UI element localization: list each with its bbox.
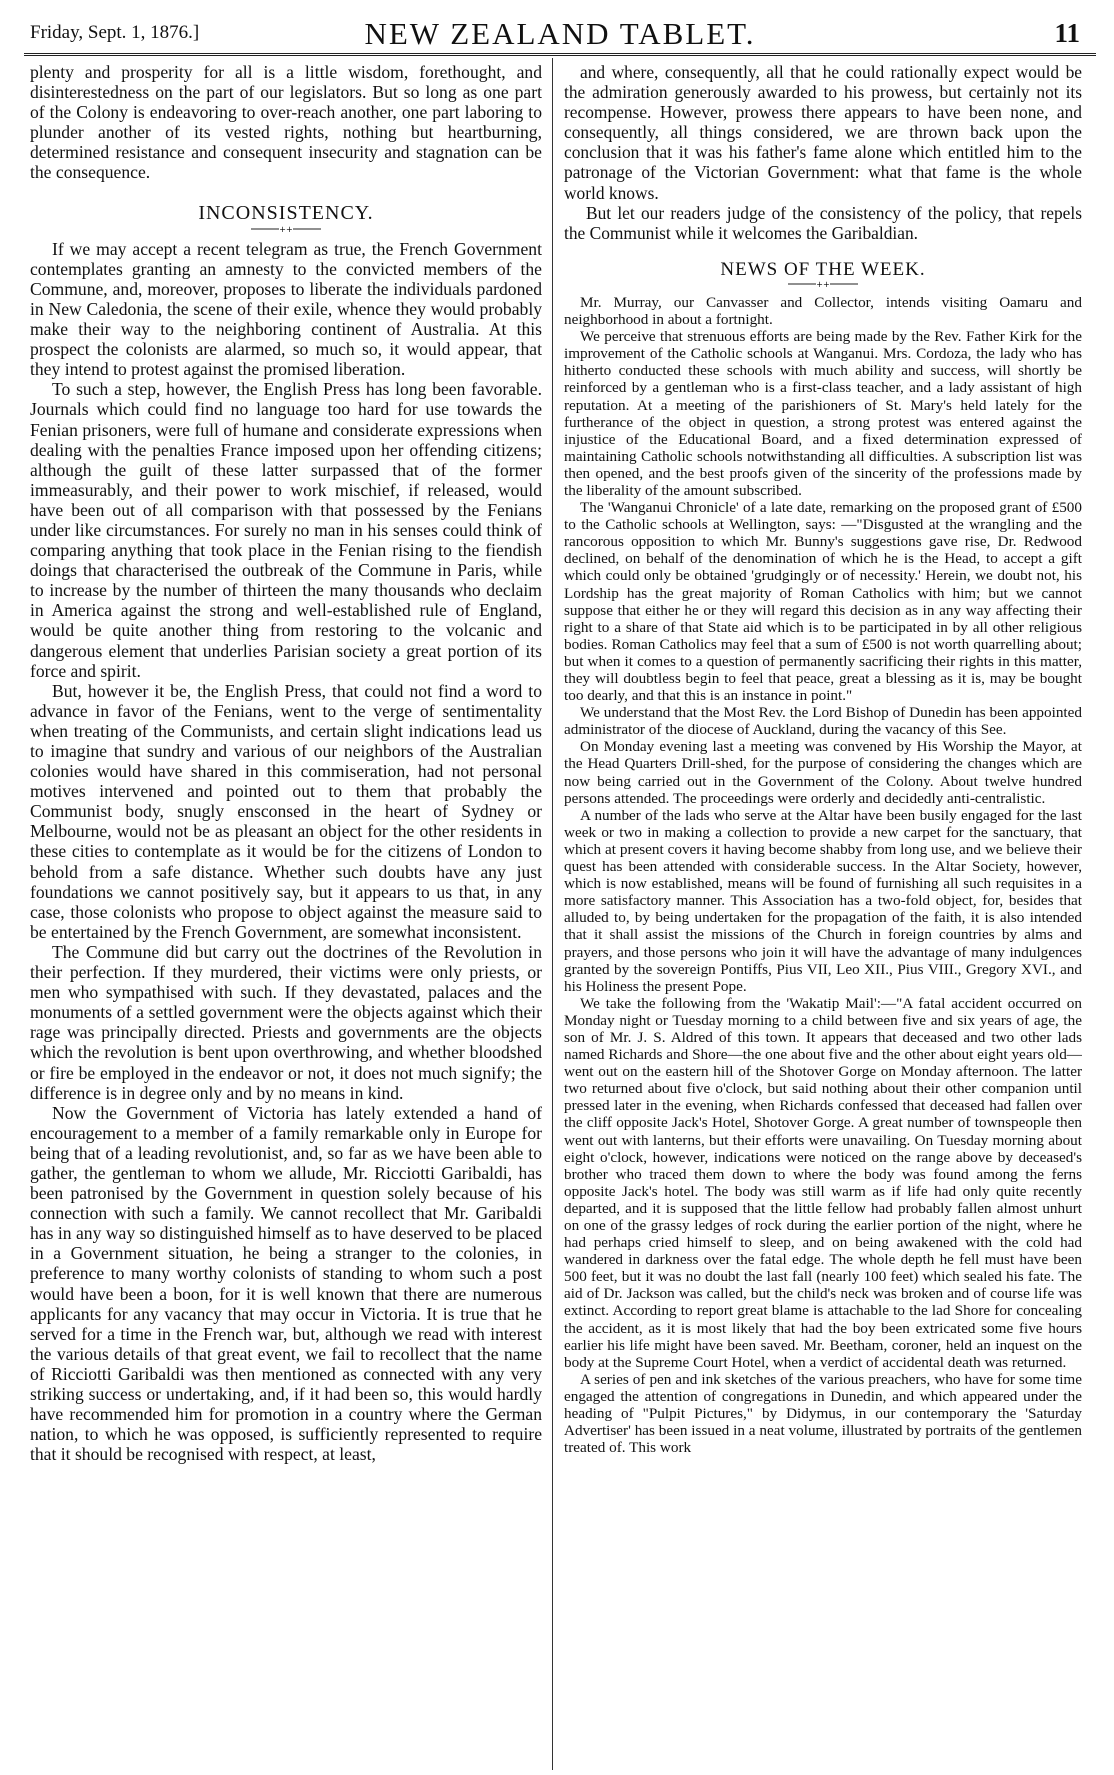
- news-item: The 'Wanganui Chronicle' of a late date, remarking on the proposed grant of £500 to the Catholic schools at Wellington, says: —"Disgusted at the wrangling and the rancorous opposition to which Mr. Bunny's suggestions gave rise, Dr. Redwood declined, on behalf of the denomination of which he is the Head, to accept a gift which could only be obtained 'grudgingly or of necessity.' Herein, we doubt not, his Lordship has the great majority of Roman Catholics with him; but we cannot suppose that either he or they will regard this decision as in any way affecting their right to a share of that State aid which is to be participated in by all other religious bodies. Roman Catholics may feel that a sum of £500 is not worth quarrelling about; but when it comes to a question of permanently sacrificing their rights in this matter, they will doubtless begin to feel that peace, great a blessing as it is, may be bought too dearly, and that this is an instance in point.": [564, 499, 1082, 705]
- article-paragraph: If we may accept a recent telegram as true, the French Government contemplates granting an amnesty to the convicted members of the Commune, and, moreover, proposes to liberate the individuals pardoned in New Caledonia, the scene of their exile, whence they would probably make their way to the neighboring continent of Australia. At this prospect the colonists are alarmed, so much so, it would appear, that they intend to protest against the promised liberation.: [30, 238, 542, 380]
- article-heading: INCONSISTENCY.: [198, 201, 374, 224]
- svg-text:++: ++: [279, 224, 293, 233]
- section-ornament: [788, 280, 858, 288]
- article-paragraph: To such a step, however, the English Press has long been favorable. Journals which could find no language too hard for use towards the Fenian prisoners, were full of humane and considerate expressions when dealing with the penalties France imposed upon her offending citizens; although the guilt of these latter surpassed that of the former immeasurably, and their power to work mischief, if released, would have been out of all comparison with that possessed by the Fenians under like circumstances. For surely no man in his senses could think of comparing anything that took place in the Fenian rising to the fiendish doings that characterised the outbreak of the Commune in Paris, while to increase by the number of thirteen the many thousands who declaim in America against the strong and well-established rule of England, would be quite another thing from restoring to the volcanic and dangerous element that underlies Parisian society a great portion of its force and spirit.: [30, 379, 542, 681]
- page-header: [30, 12, 1090, 52]
- article-paragraph: The Commune did but carry out the doctrines of the Revolution in their perfection. If they murdered, their victims were only priests, or men who sympathised with such. If they devastated, palaces and the monuments of a settled government were the objects against which their rage was principally directed. Priests and governments are the objects which the revolution is bent upon overthrowing, and whether bloodshed or fire be employed in the endeavor or not, it does not much signify; the difference is in degree only and by no means in kind.: [30, 941, 542, 1103]
- issue-date: Friday, Sept. 1, 1876.]: [30, 22, 200, 43]
- news-item: A number of the lads who serve at the Altar have been busily engaged for the last week or two in making a collection to provide a new carpet for the sanctuary, that which at present covers it having become shabby from long use, and we believe their quest has been attended with considerable success. In the Altar Society, however, which is now established, means will be found of furnishing all such requisites in a more satisfactory manner. This Association has a two-fold object, for, besides that alluded to, by being undertaken for the propagation of the faith, it is also intended that it shall assist the missions of the Church in foreign countries by alms and prayers, and those persons who join it will have the advantage of many indulgences granted by the sovereign Pontiffs, Pius VII, Leo XII., Pius VIII., Gregory XVI., and his Holiness the present Pope.: [564, 806, 1082, 995]
- article-paragraph: But, however it be, the English Press, that could not find a word to advance in favor of the Fenians, went to the verge of sentimentality when treating of the Communists, and certain slight indications lead us to imagine that sundry and various of our neighbors of the Australian colonies would have shared in this commiseration, had not personal motives intervened and pointed out to them that probably the Communist body, snugly ensconsed in the heart of Sydney or Melbourne, would not be as pleasant an object for the other residents in these cities to contemplate as it would be for the citizens of London to behold from a safe distance. Whether such doubts have any just foundations we cannot positively say, but it appears to us that, in any case, those colonists who propose to object against the measure said to be entertained by the French Government, are somewhat inconsistent.: [30, 680, 542, 942]
- header-rule: [24, 53, 1096, 56]
- news-heading: NEWS OF THE WEEK.: [720, 258, 926, 280]
- news-item: We understand that the Most Rev. the Lord Bishop of Dunedin has been appointed administrator of the diocese of Auckland, during the vacancy of this See.: [564, 704, 1082, 739]
- section-ornament: [251, 225, 321, 233]
- article-paragraph: Now the Government of Victoria has lately extended a hand of encouragement to a member of a family remarkable only in Europe for being that of a leading revolutionist, and, so far as we have been able to gather, the gentleman to whom we allude, Mr. Ricciotti Garibaldi, has been patronised by the Government in question solely because of his connection with such a family. We cannot recollect that Mr. Garibaldi has in any way so distinguished himself as to have deserved to be placed in a Government situation, he being a stranger to the colonies, in preference to many worthy colonists of standing to whom such a post would have been a boon, for it is well known that there are numerous applicants for any vacancy that may occur in Victoria. It is true that he served for a time in the French war, but, although we read with interest the various details of that great event, we fail to recollect that the name of Ricciotti Garibaldi was then mentioned as connected with any very striking success or undertaking, and, if it had been so, this would hardly have recommended him for promotion in a country where the German nation, to which he was opposed, is sufficiently represented to require that it should be recognised with respect, at least,: [30, 1102, 542, 1465]
- news-item: A series of pen and ink sketches of the various preachers, who have for some time engaged the attention of congregations in Dunedin, and which appeared under the heading of "Pulpit Pictures," by Didymus, in our contemporary the 'Saturday Advertiser' has been issued in a neat volume, illustrated by portraits of the gentlemen treated of. This work: [564, 1370, 1082, 1457]
- news-item: We perceive that strenuous efforts are being made by the Rev. Father Kirk for the improvement of the Catholic schools at Wanganui. Mrs. Cordoza, the lady who has hitherto conducted these schools with much ability and success, will shortly be reinforced by a gentleman who is a first-class teacher, and a lady assistant of high reputation. At a meeting of the parishioners of St. Mary's held lately for the furtherance of the object in question, a strong protest was entered against the injustice of the Educational Board, and a fixed determination expressed of maintaining Catholic schools notwithstanding all difficulties. A subscription list was then opened, and the best proofs given of the sincerity of the professions made by the liberality of the amount subscribed.: [564, 328, 1082, 499]
- news-item: On Monday evening last a meeting was convened by His Worship the Mayor, at the Head Quarters Drill-shed, for the purpose of considering the changes which are now being carried out in the Government of the Colony. About twelve hundred persons attended. The proceedings were orderly and decidedly anti-centralistic.: [564, 738, 1082, 807]
- left-column: [30, 62, 542, 1770]
- svg-text:++: ++: [816, 279, 830, 288]
- news-item: We take the following from the 'Wakatip Mail':—"A fatal accident occurred on Monday night or Tuesday morning to a child between five and six years of age, the son of Mr. J. S. Aldred of this town. It appears that deceased and two other lads named Richards and Shore—the one about five and the other about eight years old—went out on the eastern hill of the Shotover Gorge on Monday afternoon. The latter two returned about five o'clock, but said nothing about their other companion until pressed later in the evening, when Richards confessed that deceased had fallen over the cliff opposite Jack's Hotel, Shotover Gorge. A great number of townspeople then went out with lanterns, but their efforts were unavailing. On Tuesday morning about eight o'clock, however, indications were noticed on the range above by deceased's brother who traced them down to where the body was found among the ferns opposite Jack's hotel. The body was still warm as if life had only quite recently departed, and it is supposed that the little fellow had probably fallen almost unhurt on one of the grassy ledges of rock during the earlier portion of the night, where he had perhaps cried himself to sleep, and on being awakened with the cold had wandered in darkness over the fatal edge. The whole depth he fell must have been 500 feet, but it was no doubt the last fall (nearly 100 feet) which sealed his fate. The aid of Dr. Jackson was called, but the child's neck was broken and of course life was extinct. According to report great blame is attachable to the lad Shore for concealing the accident, as it is most likely that had the boy been extricated some five hours earlier his life might have been saved. Mr. Beetham, coroner, held an inquest on the body at the Supreme Court Hotel, when a verdict of accidental death was returned.: [564, 994, 1082, 1371]
- continuation-paragraph: and where, consequently, all that he could rationally expect would be the admiration generously awarded to his prowess, but certainly not its recompense. However, prowess there appears to have been none, and consequently, all things considered, we are thrown back upon the conclusion that it was his father's fame alone which entitled him to the patronage of the Victorian Government: what that fame is the whole world knows.: [564, 62, 1082, 203]
- newspaper-title: NEW ZEALAND TABLET.: [364, 16, 756, 51]
- page-number: 11: [1054, 18, 1080, 48]
- news-item: Mr. Murray, our Canvasser and Collector, intends visiting Oamaru and neighborhood in about a fortnight.: [564, 293, 1082, 329]
- column-divider: [552, 58, 553, 1770]
- right-column: [564, 62, 1082, 1770]
- intro-paragraph: plenty and prosperity for all is a little wisdom, forethought, and disinterestedness on the part of our legislators. But so long as one part of the Colony is endeavoring to over-reach another, one part laboring to plunder another of its vested rights, nothing but heartburning, determined resistance and consequent insecurity and stagnation can be the consequence.: [30, 62, 542, 183]
- continuation-paragraph: But let our readers judge of the consistency of the policy, that repels the Communist while it welcomes the Garibaldian.: [564, 202, 1082, 243]
